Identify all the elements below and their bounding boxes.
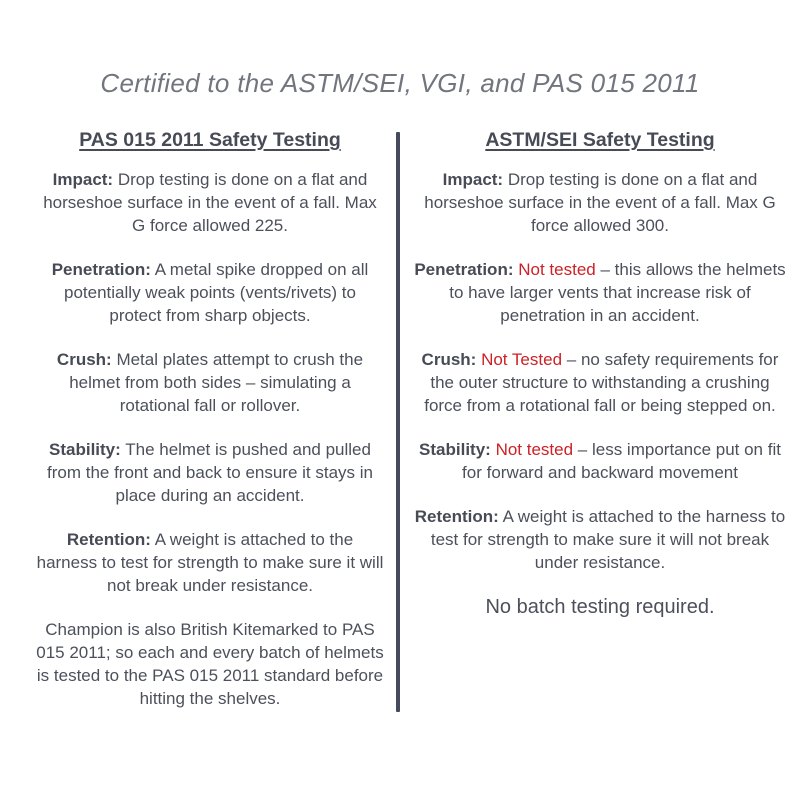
astm-sei-column [410,128,790,620]
astm-stability-paragraph [410,438,790,484]
astm-penetration-paragraph [410,258,790,327]
astm-batch-testing-note [410,595,790,620]
stability-text: – less importance put on fit for forward and backward movement [462,440,781,482]
astm-crush-paragraph [410,348,790,417]
crush-label: Crush: [421,350,477,369]
astm-impact-paragraph [410,168,790,237]
pas-kitemark-paragraph [36,618,384,710]
impact-text: Drop testing is done on a flat and horseshoe surface in the event of a fall. Max G force allowed 225. [43,170,377,235]
impact-label: Impact: [52,170,114,189]
impact-text: Drop testing is done on a flat and horseshoe surface in the event of a fall. Max G force allowed 300. [424,170,776,235]
pas-impact-paragraph [36,168,384,237]
not-tested-highlight: Not tested [495,440,574,459]
retention-label: Retention: [414,507,499,526]
penetration-text: – this allows the helmets to have larger vents that increase risk of penetration in an accident. [449,260,786,325]
retention-text: A weight is attached to the harness to test for strength to make sure it will not break under resistance. [430,507,786,572]
not-tested-highlight: Not tested [518,260,596,279]
pas-retention-paragraph [36,528,384,597]
stability-text: The helmet is pushed and pulled from the front and back to ensure it stays in place during an accident. [47,440,373,505]
pas-015-column [36,128,384,710]
crush-text: – no safety requirements for the outer structure to withstanding a crushing force from a rotational fall or being stepped on. [424,350,779,415]
kitemark-text: Champion is also British Kitemarked to PAS 015 2011; so each and every batch of helmets is tested to the PAS 015 2011 standard before hitting the shelves. [36,620,384,708]
penetration-text: A metal spike dropped on all potentially weak points (vents/rivets) to protect from sharp objects. [64,260,369,325]
retention-label: Retention: [66,530,151,549]
astm-sei-header: ASTM/SEI Safety Testing [485,129,715,151]
stability-label: Stability: [419,440,491,459]
crush-label: Crush: [56,350,112,369]
penetration-label: Penetration: [414,260,514,279]
pas-stability-paragraph [36,438,384,507]
astm-retention-paragraph [410,505,790,574]
batch-testing-text: No batch testing required. [485,596,715,618]
not-tested-highlight: Not Tested [481,350,563,369]
page-title: Certified to the ASTM/SEI, VGI, and PAS 015 2011 [100,68,700,98]
pas-015-header: PAS 015 2011 Safety Testing [79,129,341,151]
pas-penetration-paragraph [36,258,384,327]
retention-text: A weight is attached to the harness to test for strength to make sure it will not break under resistance. [36,530,384,595]
column-divider [396,132,400,712]
crush-text: Metal plates attempt to crush the helmet from both sides – simulating a rotational fall or rollover. [69,350,364,415]
impact-label: Impact: [442,170,504,189]
stability-label: Stability: [49,440,121,459]
pas-crush-paragraph [36,348,384,417]
comparison-columns [0,128,800,712]
penetration-label: Penetration: [51,260,151,279]
